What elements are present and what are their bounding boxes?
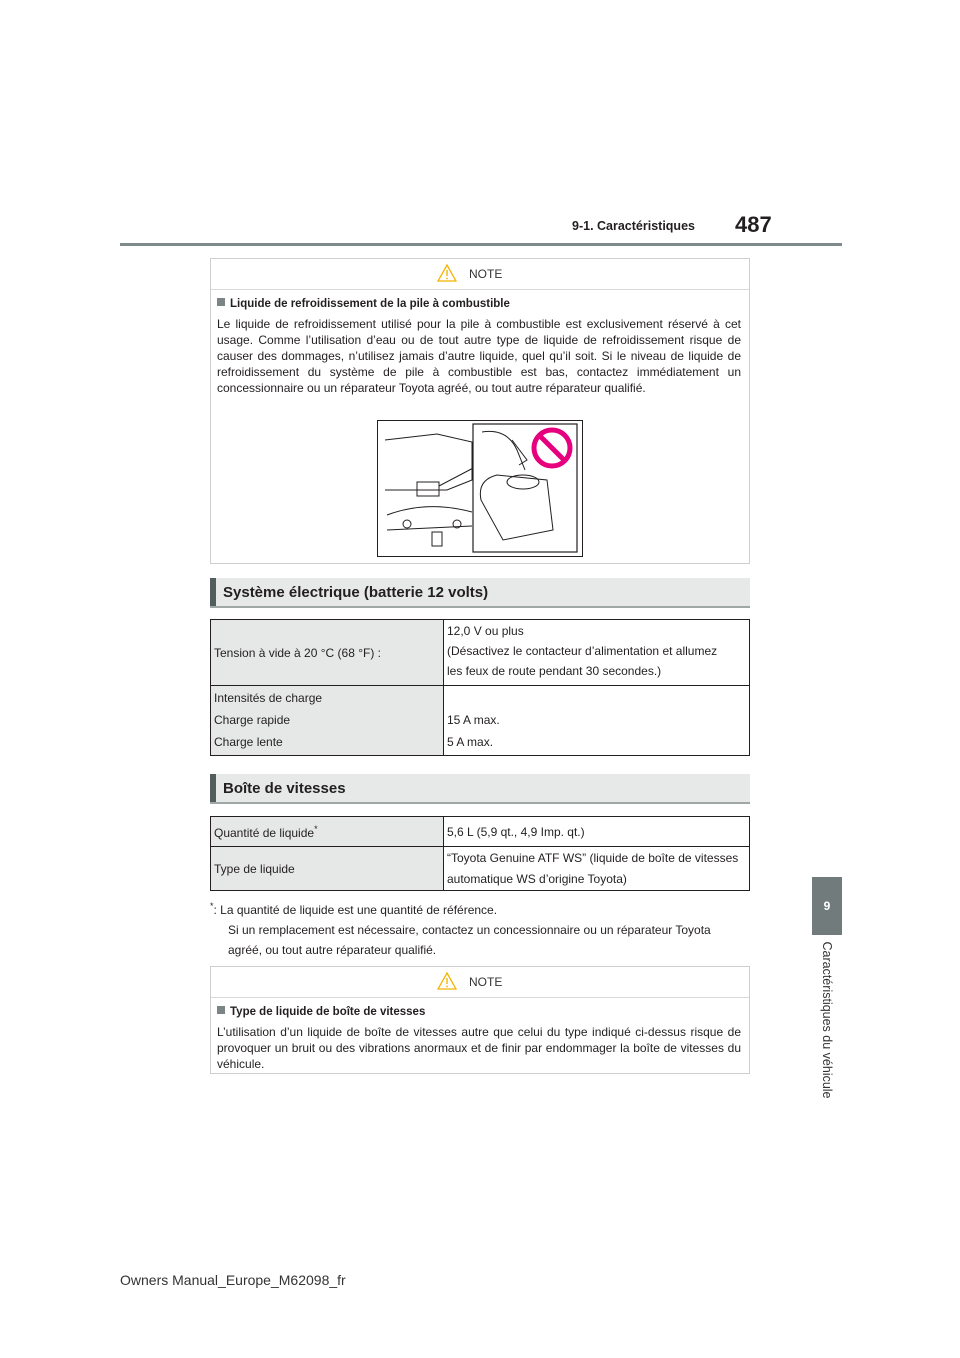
chapter-label: Caractéristiques du véhicule <box>820 941 834 1099</box>
transmission-spec-table <box>210 816 750 891</box>
value-line: automatique WS d’origine Toyota) <box>447 872 627 886</box>
key-text: Type de liquide <box>214 861 295 876</box>
footnote-line: Si un remplacement est nécessaire, contactez un concessionnaire ou un réparateur Toyota <box>228 923 711 937</box>
table-value-cell <box>444 817 750 847</box>
table-row <box>211 686 750 756</box>
warning-triangle-icon <box>437 264 457 287</box>
value-line: 15 A max. <box>447 713 500 727</box>
header-rule <box>120 243 842 246</box>
table-value-cell <box>444 686 750 756</box>
key-line: Charge lente <box>214 735 283 749</box>
square-bullet-icon <box>217 298 225 306</box>
note-subtitle <box>217 1006 749 1018</box>
table-row <box>211 620 750 686</box>
section-heading-electrical <box>210 578 750 608</box>
value-line: 5 A max. <box>447 735 494 749</box>
note-box-transmission <box>210 966 750 1074</box>
table-value-cell <box>444 620 750 686</box>
footnote-marker: * <box>314 823 318 834</box>
note-header <box>211 967 749 998</box>
square-bullet-icon <box>217 1006 225 1014</box>
footnote-line <box>210 896 755 920</box>
footnote <box>210 896 755 960</box>
note-body: L’utilisation d’un liquide de boîte de vitesses autre que celui du type indiqué ci-dessus risque de provoquer un bruit ou des vibrations anormaux et de finir par endommager la boîte de vitesses du véhicule. <box>217 1025 741 1071</box>
page-number: 487 <box>735 212 772 237</box>
note-subtitle-text: Liquide de refroidissement de la pile à combustible <box>230 298 510 310</box>
value-text: 5,6 L (5,9 qt., 4,9 Imp. qt.) <box>447 824 585 839</box>
section-heading-transmission <box>210 774 750 804</box>
footer-text: Owners Manual_Europe_M62098_fr <box>120 1272 346 1288</box>
note-label: NOTE <box>469 267 503 281</box>
table-key-cell <box>211 817 444 847</box>
table-key-cell <box>211 620 444 686</box>
key-text: Quantité de liquide <box>214 825 315 840</box>
table-key-cell <box>211 847 444 891</box>
key-text: Tension à vide à 20 °C (68 °F) : <box>214 645 382 660</box>
key-line: Intensités de charge <box>214 691 323 705</box>
table-row <box>211 817 750 847</box>
electrical-spec-table <box>210 619 750 756</box>
value-line-empty <box>447 687 746 709</box>
value-line: les feux de route pendant 30 secondes.) <box>447 664 662 678</box>
footnote-line: agréé, ou tout autre réparateur qualifié. <box>228 943 437 957</box>
value-line: 12,0 V ou plus <box>447 624 524 638</box>
section-heading-bar <box>210 774 216 802</box>
coolant-illustration <box>377 420 583 557</box>
key-line: Charge rapide <box>214 713 291 727</box>
running-header-title: 9-1. Caractéristiques <box>572 219 695 233</box>
section-heading-bar <box>210 578 216 606</box>
note-subtitle-text: Type de liquide de boîte de vitesses <box>230 1006 426 1018</box>
value-line: “Toyota Genuine ATF WS” (liquide de boîte de vitesses <box>447 851 739 865</box>
note-label: NOTE <box>469 975 503 989</box>
note-box-coolant <box>210 258 750 564</box>
chapter-tab: 9 <box>812 877 842 935</box>
table-key-cell <box>211 686 444 756</box>
table-row <box>211 847 750 891</box>
warning-triangle-icon <box>437 972 457 995</box>
note-subtitle <box>217 298 749 310</box>
section-heading-text: Boîte de vitesses <box>223 780 346 797</box>
section-heading-text: Système électrique (batterie 12 volts) <box>223 584 489 601</box>
table-value-cell <box>444 847 750 891</box>
footnote-marker: * <box>210 901 214 911</box>
note-header <box>211 259 749 290</box>
footnote-text: : La quantité de liquide est une quantité de référence. <box>213 903 498 917</box>
note-body: Le liquide de refroidissement utilisé pour la pile à combustible est exclusivement réservé à cet usage. Comme l’utilisation d’eau ou de tout autre type de liquide de refroidissement risque de causer des dommages, n’utilisez jamais d’autre liquide, quel qu’il soit. Si le niveau de liquide de refroidissement du système de pile à combustible est bas, contactez immédiatement un concessionnaire ou un réparateur Toyota agréé, ou tout autre réparateur qualifié. <box>217 317 741 395</box>
value-line: (Désactivez le contacteur d’alimentation et allumez <box>447 644 718 658</box>
